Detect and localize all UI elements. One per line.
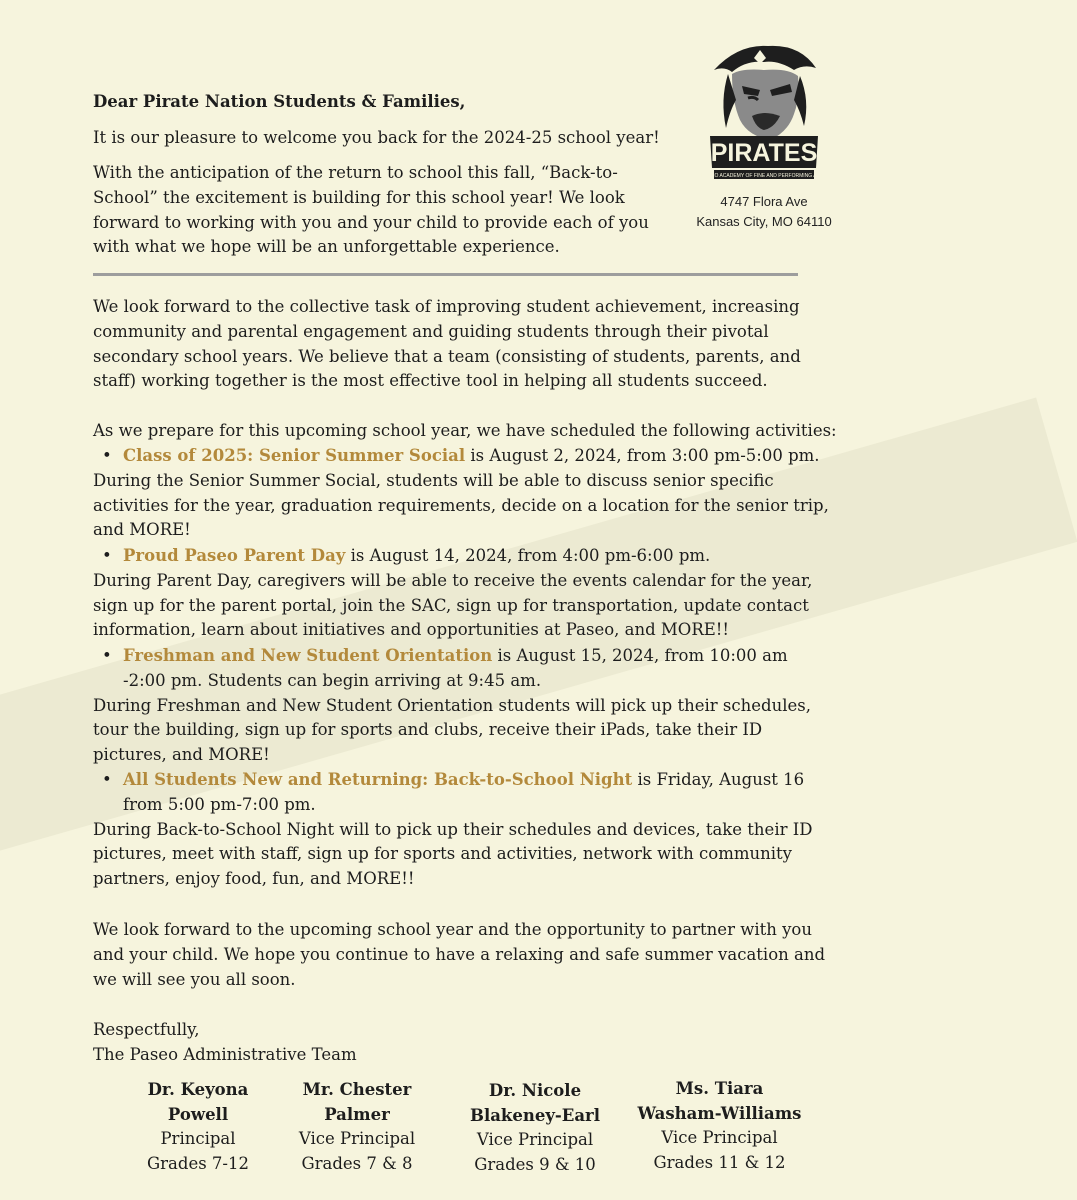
- activity-description: During the Senior Summer Social, students will be able to discuss senior specific activities for the year, graduation requirements, decide on a location for the senior trip, and MORE!: [93, 470, 829, 540]
- signatory-vp-palmer: [295, 1078, 419, 1176]
- signatory-grades: Grades 7 & 8: [301, 1153, 413, 1173]
- logo-wordmark: PIRATES: [710, 139, 818, 167]
- activity-freshman-orientation: [93, 644, 833, 768]
- signatory-name: Mr. Chester: [302, 1080, 412, 1099]
- signatory-grades: Grades 9 & 10: [474, 1154, 596, 1174]
- letter-greeting: Dear Pirate Nation Students & Families,: [93, 92, 466, 111]
- activity-header: [93, 544, 833, 569]
- signatory-title: Vice Principal: [476, 1130, 594, 1149]
- activity-description: During Back-to-School Night will to pick up their schedules and devices, take their ID pictures, meet with staff, sign up for sports and activities, network with community partners, enjoy food, fun, and MORE!!: [93, 819, 813, 889]
- address-city: Kansas City, MO 64110: [696, 213, 832, 229]
- activity-header: [93, 768, 813, 818]
- activity-header: [93, 444, 833, 469]
- signatory-grades: Grades 11 & 12: [653, 1152, 786, 1172]
- activity-title: Class of 2025: Senior Summer Social: [123, 446, 466, 465]
- bullet-icon: •: [102, 646, 112, 665]
- signatory-name: Ms. Tiara: [675, 1079, 764, 1098]
- signatory-name: Blakeney-Earl: [470, 1105, 600, 1125]
- pirates-logo: [701, 40, 827, 186]
- activity-when: is August 14, 2024, from 4:00 pm-6:00 pm.: [345, 546, 711, 565]
- bullet-icon: •: [102, 770, 112, 789]
- activity-title: Proud Paseo Parent Day: [123, 546, 346, 565]
- activity-title: All Students New and Returning: Back-to-School Night: [123, 770, 633, 789]
- activity-when: is Friday, August 16 from 5:00 pm-7:00 pm.: [123, 770, 805, 814]
- activity-back-to-school-night: [93, 768, 833, 892]
- signatory-principal: [140, 1078, 256, 1176]
- bullet-icon: •: [102, 446, 112, 465]
- signoff: [93, 1018, 493, 1068]
- signatory-name: Dr. Nicole: [488, 1081, 582, 1100]
- activities-intro: As we prepare for this upcoming school year, we have scheduled the following activities:: [93, 421, 837, 440]
- logo-subtext: PASEO ACADEMY OF FINE AND PERFORMING ARTS: [701, 173, 827, 179]
- signoff-phrase: Respectfully,: [93, 1020, 200, 1039]
- signatory-vp-blakeney-earl: [465, 1079, 605, 1177]
- bullet-icon: •: [102, 546, 112, 565]
- school-address: [686, 192, 842, 231]
- signatory-vp-washam-williams: [632, 1077, 807, 1175]
- signatory-title: Vice Principal: [298, 1129, 416, 1148]
- activity-header: [93, 644, 803, 694]
- activity-description: During Freshman and New Student Orientation students will pick up their schedules, tour the building, sign up for sports and clubs, receive their iPads, take their ID pictures, and MORE!: [93, 695, 811, 765]
- signatory-title: Vice Principal: [661, 1128, 778, 1147]
- intro-paragraph: With the anticipation of the return to school this fall, “Back-to-School” the excitement is building for this school year! We look forward to working with you and your child to provide each of you with what we hope will be an unforgettable experience.: [93, 163, 649, 257]
- team-paragraph: We look forward to the collective task of improving student achievement, increasing community and parental engagement and guiding students through their pivotal secondary school years. We believe that a team (consisting of students, parents, and staff) working together is the most effective tool in helping all students succeed.: [93, 297, 801, 391]
- signatory-name: Dr. Keyona: [147, 1080, 249, 1099]
- signoff-team: The Paseo Administrative Team: [93, 1044, 357, 1064]
- activity-senior-social: [93, 444, 833, 543]
- signatory-name: Palmer: [324, 1104, 390, 1124]
- signatory-grades: Grades 7-12: [146, 1153, 249, 1173]
- welcome-paragraph: It is our pleasure to welcome you back for the 2024-25 school year!: [93, 128, 660, 147]
- signatory-name: Washam-Williams: [637, 1103, 802, 1123]
- activity-title: Freshman and New Student Orientation: [123, 646, 493, 665]
- closing-paragraph: We look forward to the upcoming school year and the opportunity to partner with you and your child. We hope you continue to have a relaxing and safe summer vacation and we will see you all soon.: [93, 920, 826, 989]
- address-street: 4747 Flora Ave: [720, 194, 808, 209]
- activity-parent-day: [93, 544, 833, 643]
- signatory-title: Principal: [160, 1129, 236, 1148]
- activity-when: is August 15, 2024, from 10:00 am -2:00 pm. Students can begin arriving at 9:45 am.: [123, 646, 788, 690]
- signatory-name: Powell: [167, 1104, 229, 1124]
- activity-when: is August 2, 2024, from 3:00 pm-5:00 pm.: [465, 446, 820, 465]
- activity-description: During Parent Day, caregivers will be able to receive the events calendar for the year, sign up for the parent portal, join the SAC, sign up for transportation, update contact information, learn about initiatives and opportunities at Paseo, and MORE!!: [93, 570, 813, 640]
- section-divider: [93, 273, 798, 276]
